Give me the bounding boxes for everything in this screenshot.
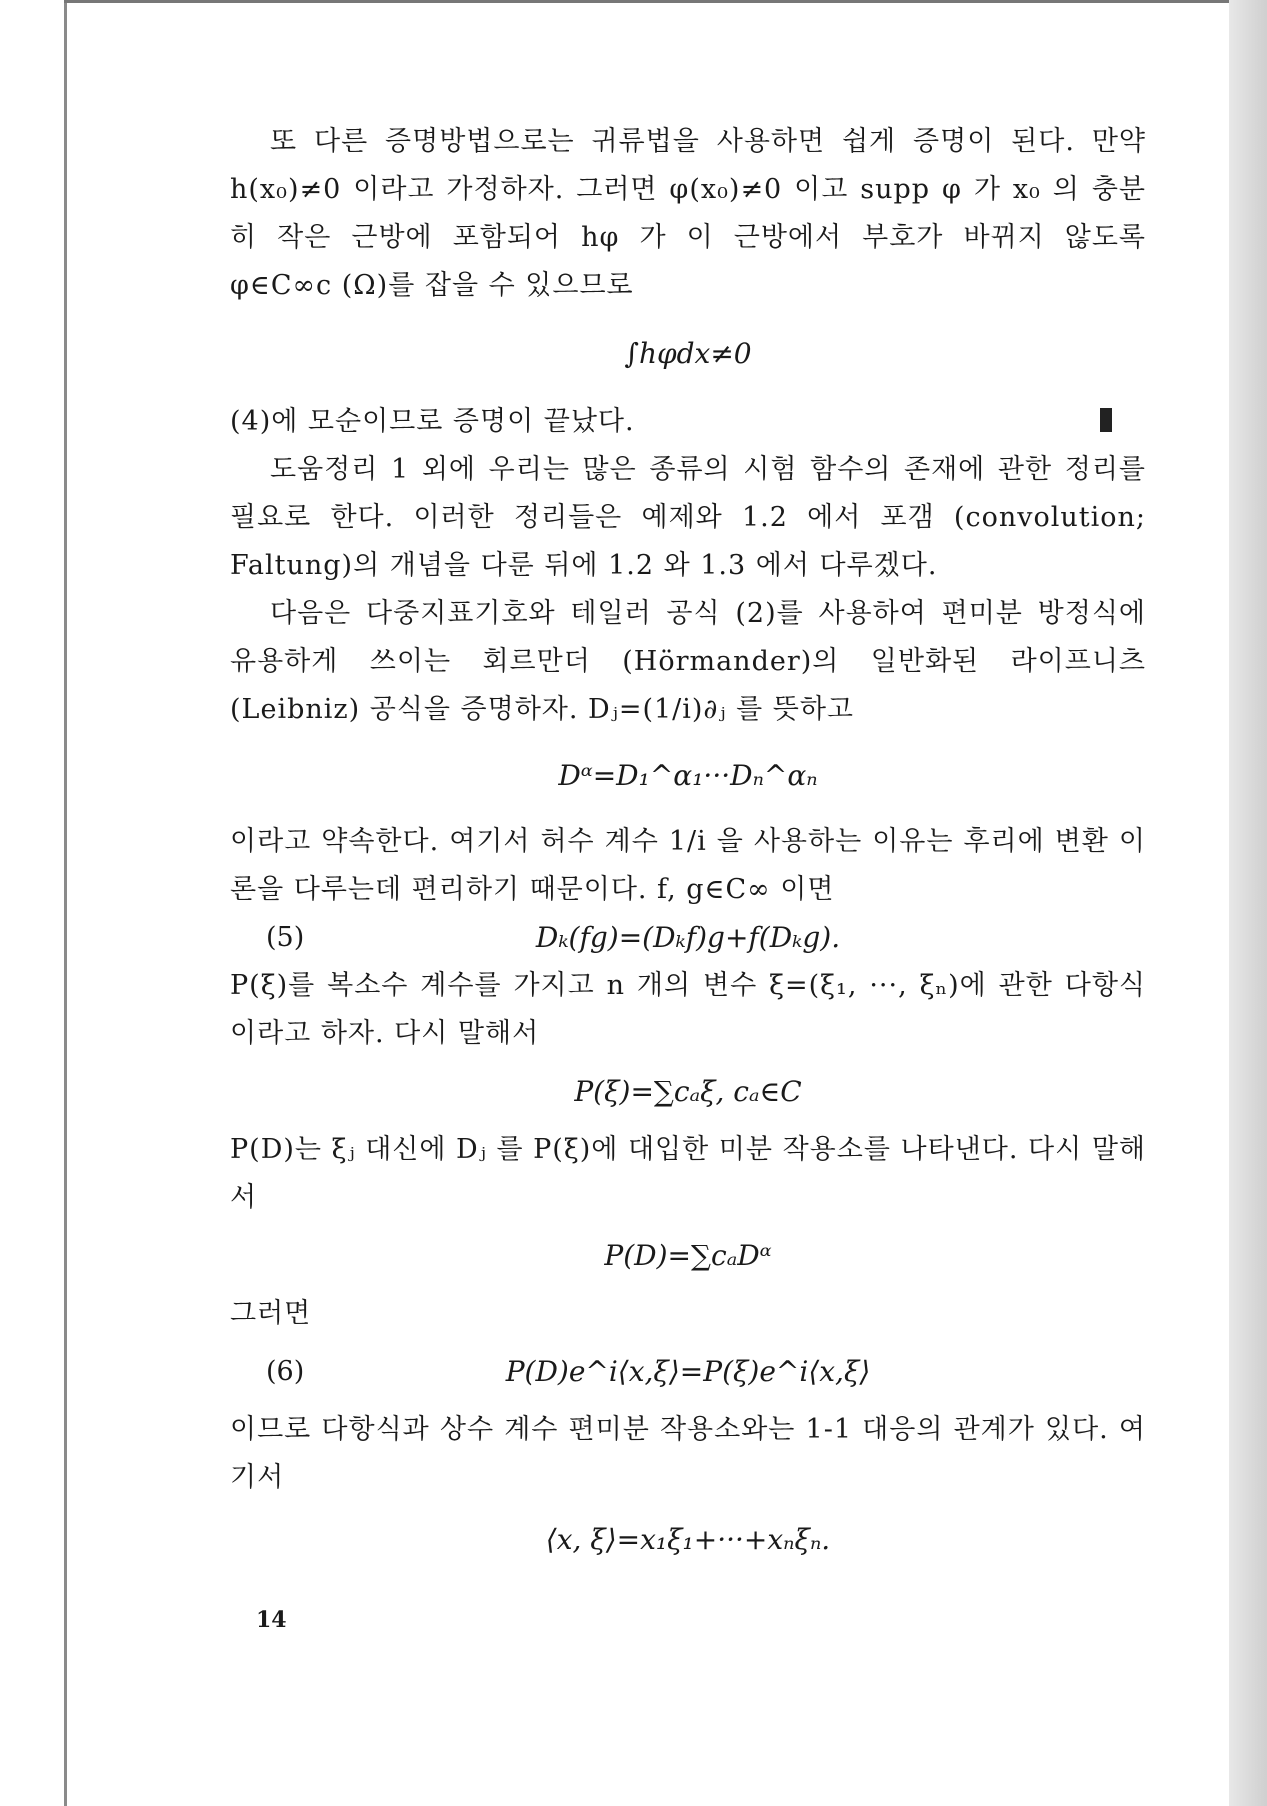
qed-mark <box>1100 408 1112 432</box>
equation-number-6: (6) <box>266 1356 305 1387</box>
paragraph-lemma: 도움정리 1 외에 우리는 많은 종류의 시험 함수의 존재에 관한 정리를 필요로 한다. 이러한 정리들은 예제와 1.2 에서 포갬 (convolution; Faltung)의 개념을 다룬 뒤에 1.2 와 1.3 에서 다루겠다. <box>230 454 1146 581</box>
equation-exponential: P(D)e^i⟨x,ξ⟩=P(ξ)e^i⟨x,ξ⟩ <box>505 1355 871 1388</box>
equation-multi-index: Dᵅ=D₁^α₁···Dₙ^αₙ <box>558 759 818 792</box>
paragraph-qed: (4)에 모순이므로 증명이 끝났다. <box>230 406 635 437</box>
paragraph-correspondence: 이므로 다항식과 상수 계수 편미분 작용소와는 1-1 대응의 관계가 있다. 여기서 <box>230 1414 1146 1493</box>
paragraph-polynomial: P(ξ)를 복소수 계수를 가지고 n 개의 변수 ξ=(ξ₁, ···, ξₙ)에 관한 다항식이라고 하자. 다시 말해서 <box>230 970 1146 1049</box>
paragraph-convention: 이라고 약속한다. 여기서 허수 계수 1/i 을 사용하는 이유는 후리에 변환 이론을 다루는데 편리하기 때문이다. f, g∈C∞ 이면 <box>230 826 1146 905</box>
page-right-shadow <box>1229 0 1267 1806</box>
equation-5-row <box>230 914 1146 962</box>
page-number: 14 <box>256 1607 287 1633</box>
page-top-edge <box>64 0 1229 3</box>
paragraph-operator: P(D)는 ξⱼ 대신에 Dⱼ 를 P(ξ)에 대입한 미분 작용소를 나타낸다. 다시 말해서 <box>230 1134 1146 1213</box>
page-body <box>230 118 1146 1564</box>
paragraph-then: 그러면 <box>230 1298 312 1329</box>
equation-product-rule: Dₖ(fg)=(Dₖf)g+f(Dₖg). <box>535 921 841 954</box>
page-left-edge <box>64 0 67 1806</box>
paragraph-leibniz: 다음은 다중지표기호와 테일러 공식 (2)를 사용하여 편미분 방정식에 유용하게 쓰이는 회르만더 (Hörmander)의 일반화된 라이프니츠 (Leibniz) 공식을 증명하자. Dⱼ=(1/i)∂ⱼ 를 뜻하고 <box>230 598 1146 725</box>
equation-operator: P(D)=∑cₐDᵅ <box>604 1239 772 1272</box>
equation-6-row <box>230 1348 1146 1396</box>
equation-number-5: (5) <box>266 922 305 953</box>
equation-polynomial: P(ξ)=∑cₐξ, cₐ∈C <box>574 1075 802 1108</box>
equation-inner-product: ⟨x, ξ⟩=x₁ξ₁+···+xₙξₙ. <box>545 1523 831 1556</box>
paragraph-proof: 또 다른 증명방법으로는 귀류법을 사용하면 쉽게 증명이 된다. 만약 h(x₀)≠0 이라고 가정하자. 그러면 φ(x₀)≠0 이고 supp φ 가 x₀ 의 충분히 작은 근방에 포함되어 hφ 가 이 근방에서 부호가 바뀌지 않도록 φ∈C∞c (Ω)를 잡을 수 있으므로 <box>230 126 1146 301</box>
equation-integral: ∫hφdx≠0 <box>624 337 752 370</box>
